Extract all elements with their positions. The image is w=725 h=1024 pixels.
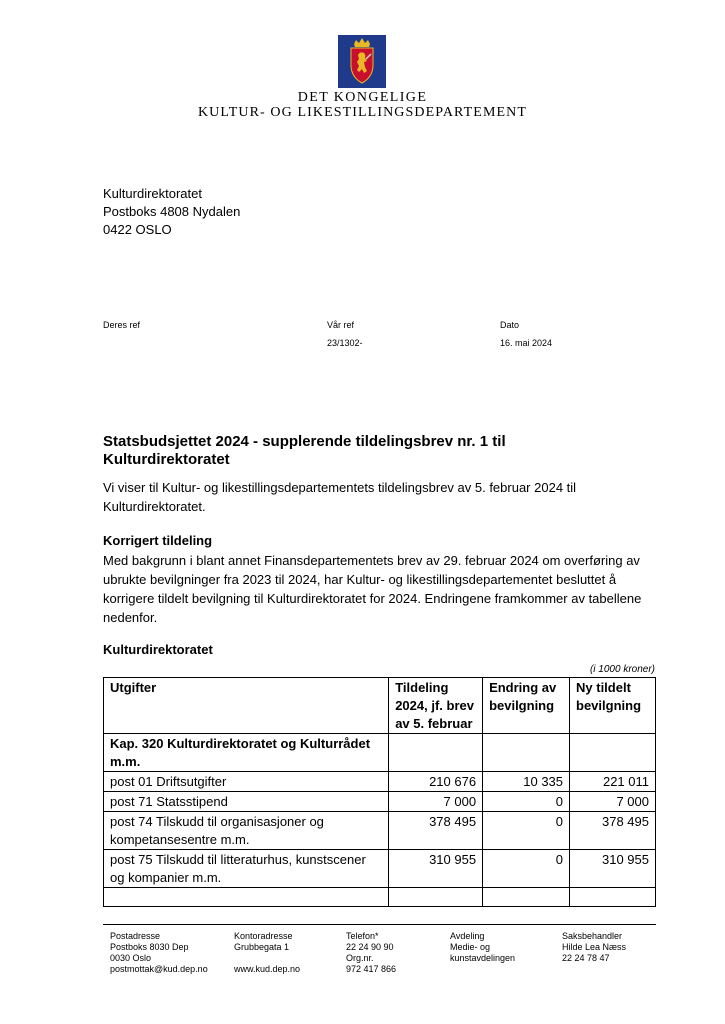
footer-text: 0030 Oslo	[110, 953, 152, 963]
table-row	[104, 812, 656, 850]
empty-cell	[104, 888, 389, 907]
footer-label: Saksbehandler	[562, 931, 623, 941]
table-row-empty	[104, 888, 656, 907]
footer-text: 22 24 78 47	[562, 953, 610, 963]
header-ny-tildelt: Ny tildelt bevilgning	[570, 678, 656, 734]
section-heading: Korrigert tildeling	[103, 533, 213, 548]
coat-of-arms-logo	[338, 35, 386, 88]
header-endring: Endring av bevilgning	[483, 678, 570, 734]
table-header-row	[104, 678, 656, 734]
footer-text: Hilde Lea Næss	[562, 942, 627, 952]
table-row	[104, 850, 656, 888]
footer-website: www.kud.dep.no	[234, 964, 301, 974]
table-row	[104, 734, 656, 772]
footer-text: Org.nr.	[346, 953, 374, 963]
footer-email: postmottak@kud.dep.no	[110, 964, 208, 974]
empty-cell	[570, 734, 656, 772]
ny-tildelt-cell: 7 000	[570, 792, 656, 812]
ny-tildelt-cell: 310 955	[570, 850, 656, 888]
dato-label: Dato	[500, 320, 520, 330]
department-name-line1: DET KONGELIGE	[297, 90, 428, 105]
recipient-address	[103, 185, 240, 239]
footer-text: kunstavdelingen	[450, 953, 516, 963]
footer-text: Grubbegata 1	[234, 942, 290, 952]
intro-paragraph: Vi viser til Kultur- og likestillingsdepartementets tildelingsbrev av 5. februar 2024 til Kulturdirektoratet.	[103, 480, 577, 514]
deres-ref-label: Deres ref	[103, 320, 141, 330]
section-paragraph: Med bakgrunn i blant annet Finansdepartementets brev av 29. februar 2024 om overføring av ubrukte bevilgninger fra 2023 til 2024, har Kultur- og likestillingsdepartementet besluttet å korrigere tildelt bevilgning til Kulturdirektoratet for 2024. Endringene framkommer av tabellene nedenfor.	[103, 553, 642, 625]
footer-kontoradresse	[234, 931, 300, 975]
footer-text: 972 417 866	[346, 964, 397, 974]
post-cell: post 01 Driftsutgifter	[104, 772, 389, 792]
header-tildeling: Tildeling 2024, jf. brev av 5. februar	[389, 678, 483, 734]
empty-cell	[389, 888, 483, 907]
footer-text: Medie- og	[450, 942, 491, 952]
var-ref-label: Vår ref	[327, 320, 355, 330]
footer-label: Postadresse	[110, 931, 161, 941]
post-cell: post 71 Statsstipend	[104, 792, 389, 812]
unit-note: (i 1000 kroner)	[589, 664, 655, 675]
dato-value: 16. mai 2024	[500, 338, 553, 348]
footer-telefon	[346, 931, 396, 975]
endring-cell: 10 335	[483, 772, 570, 792]
recipient-name: Kulturdirektoratet	[103, 186, 202, 201]
footer-label: Kontoradresse	[234, 931, 293, 941]
empty-cell	[389, 734, 483, 772]
tildeling-cell: 210 676	[389, 772, 483, 792]
empty-cell	[483, 888, 570, 907]
tildeling-cell: 378 495	[389, 812, 483, 850]
tildeling-cell: 310 955	[389, 850, 483, 888]
post-cell: post 74 Tilskudd til organisasjoner og kompetansesentre m.m.	[104, 812, 389, 850]
footer-text	[234, 953, 300, 964]
endring-cell: 0	[483, 850, 570, 888]
footer-text: 22 24 90 90	[346, 942, 394, 952]
department-name-line2: KULTUR- OG LIKESTILLINGSDEPARTEMENT	[197, 105, 528, 120]
footer-avdeling	[450, 931, 515, 964]
chapter-cell: Kap. 320 Kulturdirektoratet og Kulturrådet m.m.	[104, 734, 389, 772]
tildeling-cell: 7 000	[389, 792, 483, 812]
header-utgifter: Utgifter	[104, 678, 389, 734]
footer-text: Postboks 8030 Dep	[110, 942, 189, 952]
footer-label: Telefon*	[346, 931, 379, 941]
ny-tildelt-cell: 221 011	[570, 772, 656, 792]
var-ref-value: 23/1302-	[327, 338, 363, 348]
endring-cell: 0	[483, 792, 570, 812]
footer-postadresse	[110, 931, 208, 975]
footer-divider	[103, 924, 656, 925]
table-row	[104, 772, 656, 792]
budget-table	[103, 677, 656, 907]
empty-cell	[483, 734, 570, 772]
post-cell: post 75 Tilskudd til litteraturhus, kunstscener og kompanier m.m.	[104, 850, 389, 888]
footer-saksbehandler	[562, 931, 626, 964]
letter-title: Statsbudsjettet 2024 - supplerende tildelingsbrev nr. 1 til Kulturdirektoratet	[103, 433, 506, 468]
endring-cell: 0	[483, 812, 570, 850]
table-heading: Kulturdirektoratet	[103, 642, 213, 657]
ny-tildelt-cell: 378 495	[570, 812, 656, 850]
recipient-postal: 0422 OSLO	[103, 222, 172, 237]
recipient-street: Postboks 4808 Nydalen	[103, 204, 241, 219]
footer-label: Avdeling	[450, 931, 485, 941]
empty-cell	[570, 888, 656, 907]
table-row	[104, 792, 656, 812]
